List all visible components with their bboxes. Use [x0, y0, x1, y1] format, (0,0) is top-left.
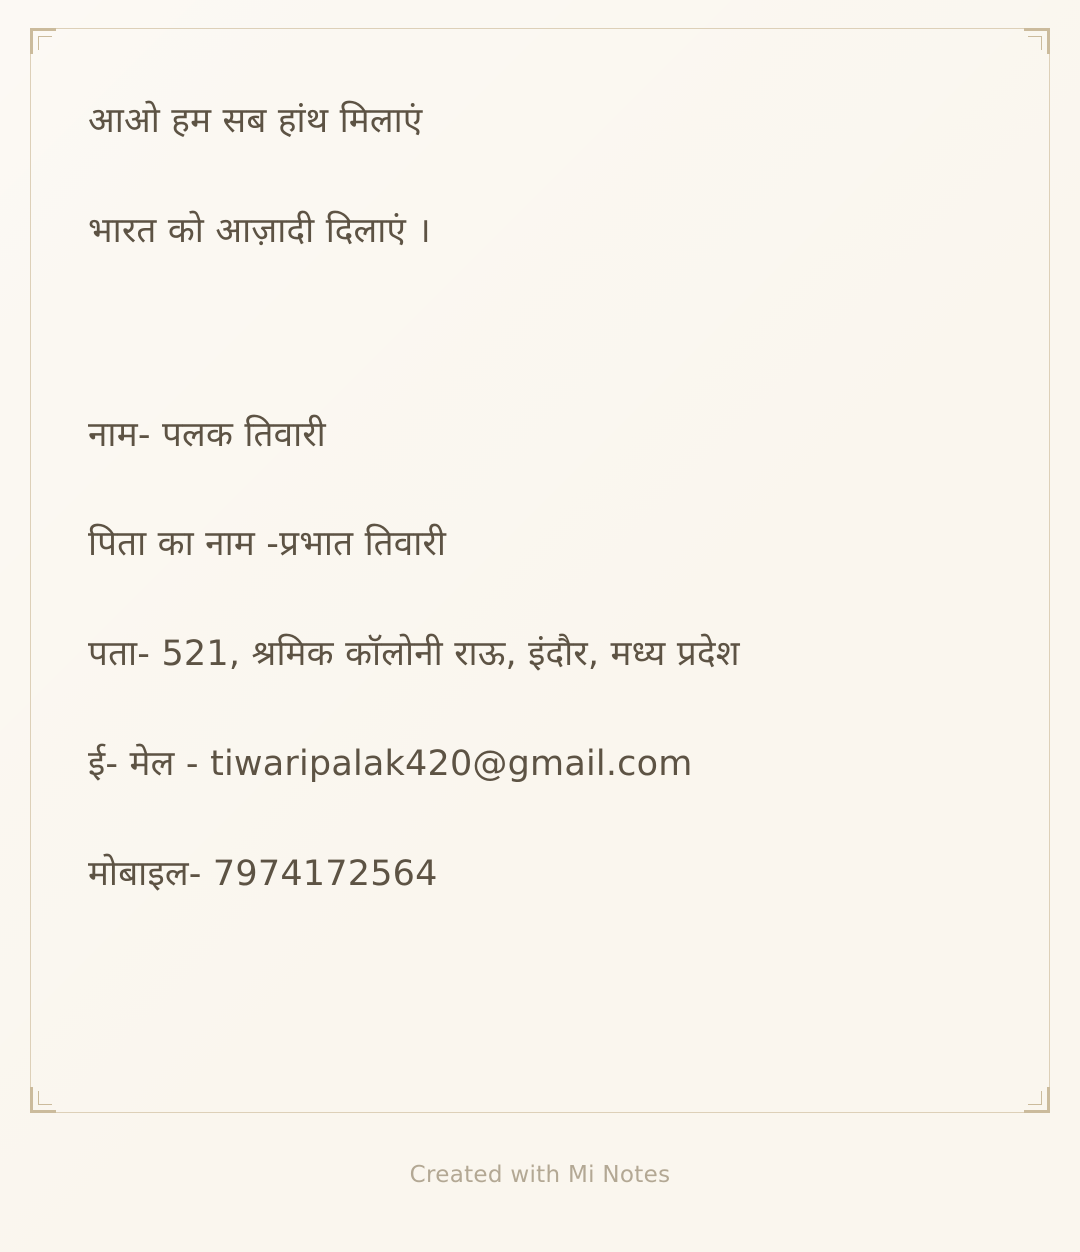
note-content [88, 100, 988, 944]
note-line: पता- 521, श्रमिक कॉलोनी राऊ, इंदौर, मध्य प्रदेश [88, 634, 740, 674]
note-line: मोबाइल- 7974172564 [88, 853, 438, 894]
frame-corner-top-right-icon [1024, 28, 1050, 54]
note-line: नाम- पलक तिवारी [88, 414, 326, 455]
note-line: भारत को आज़ादी दिलाएं । [88, 210, 431, 251]
frame-corner-bottom-right-icon [1024, 1087, 1050, 1113]
footer-credit: Created with Mi Notes [409, 1162, 671, 1188]
frame-corner-top-left-icon [30, 28, 56, 54]
note-line: पिता का नाम -प्रभात तिवारी [88, 524, 447, 565]
note-line-blank [88, 320, 988, 356]
note-line: ई- मेल - tiwaripalak420@gmail.com [88, 743, 693, 784]
frame-corner-bottom-left-icon [30, 1087, 56, 1113]
note-line: आओ हम सब हांथ मिलाएं [88, 101, 423, 141]
